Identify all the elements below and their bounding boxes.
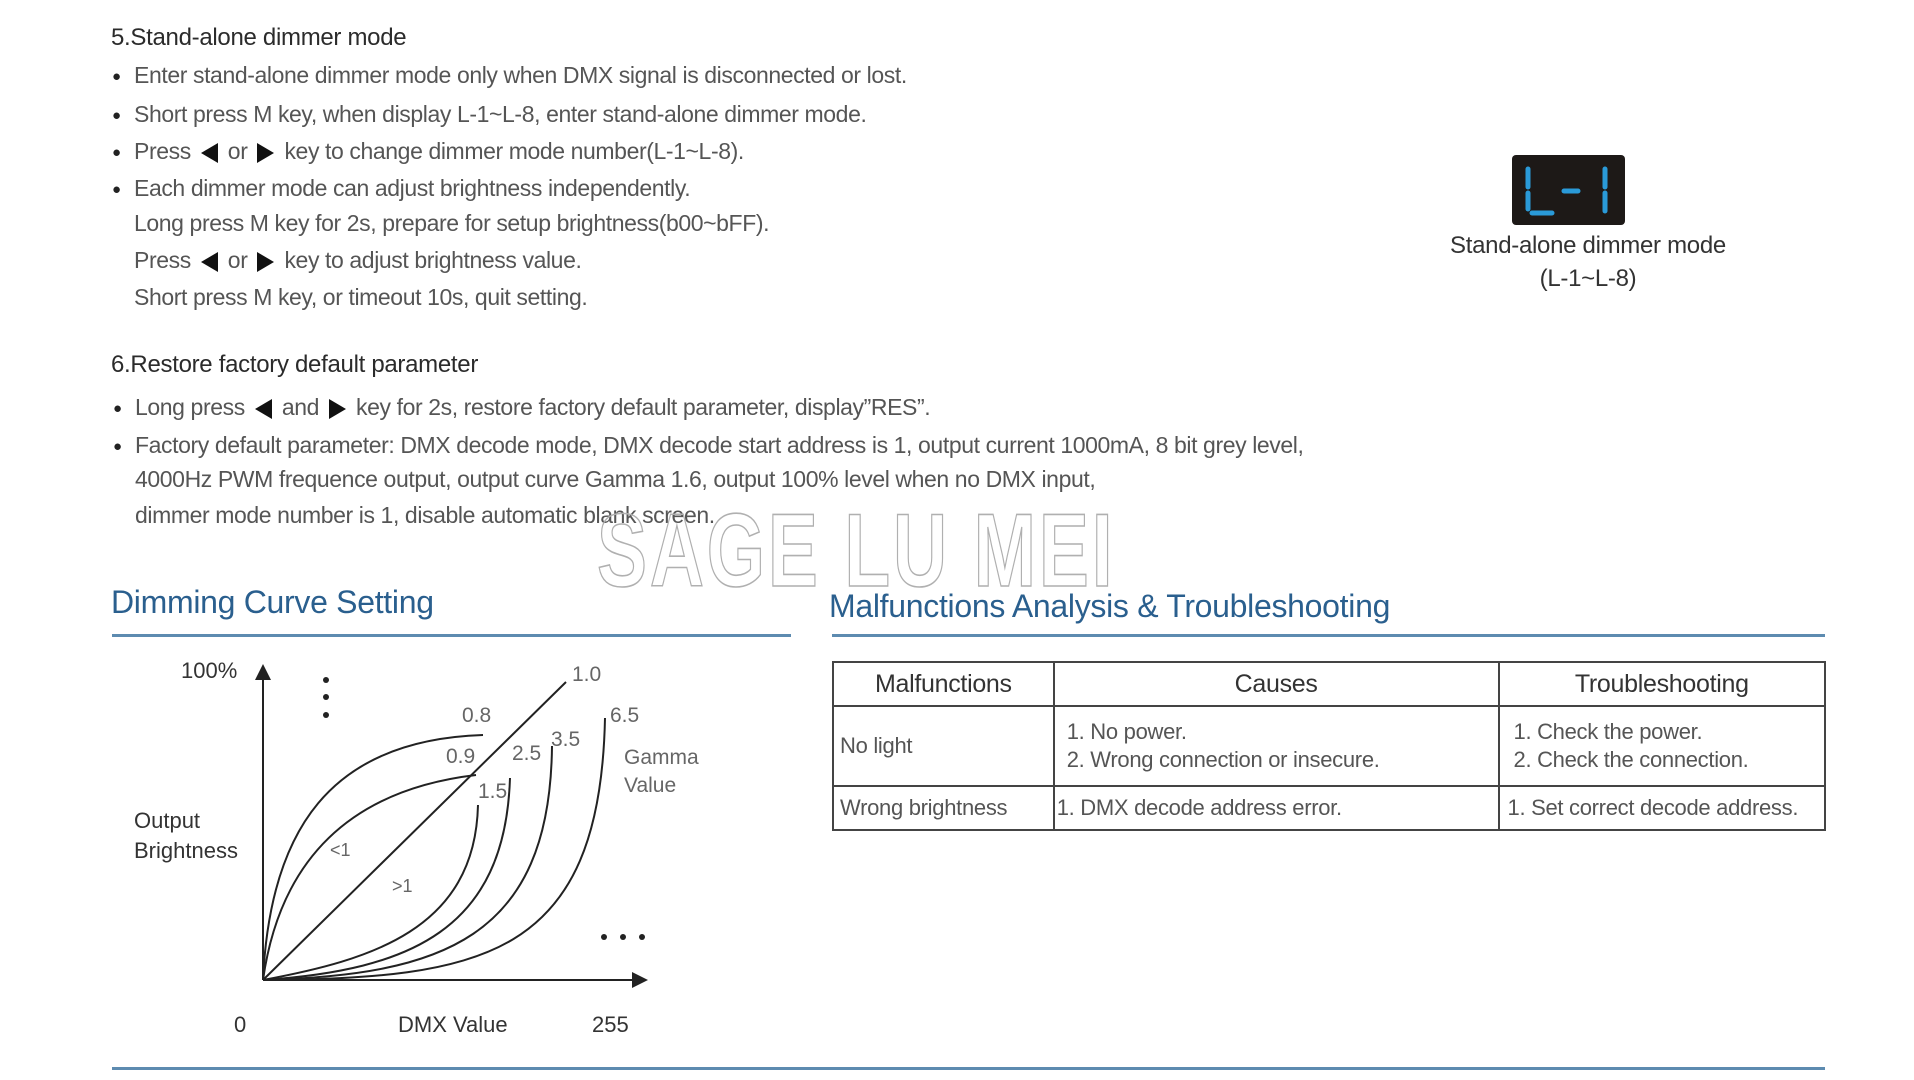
section5-line-1	[134, 62, 907, 89]
line-text: Factory default parameter: DMX decode mode, DMX decode start address is 1, output current 1000mA, 8 bit grey level,	[135, 432, 1304, 458]
display-caption-line1: Stand-alone dimmer mode	[1450, 232, 1726, 259]
y-tick-100: 100%	[181, 658, 238, 683]
y-axis-label-line1: Output	[134, 808, 201, 833]
section5-line-4	[134, 175, 690, 202]
annotation-less-than-1: <1	[330, 840, 351, 860]
display-caption-line2: (L-1~L-8)	[1539, 265, 1637, 292]
gamma-label-0.9: 0.9	[446, 745, 476, 768]
dimming-curve-chart	[120, 660, 720, 1050]
table-header-row	[833, 662, 1825, 706]
line-text: key to adjust brightness value.	[284, 247, 582, 273]
line-text: Enter stand-alone dimmer mode only when DMX signal is disconnected or lost.	[134, 62, 907, 88]
left-arrow-key-icon	[255, 399, 272, 419]
column-header-troubleshooting: Troubleshooting	[1499, 662, 1825, 706]
led-display	[1512, 155, 1625, 225]
line-text: Short press M key, when display L-1~L-8, enter stand-alone dimmer mode.	[134, 101, 867, 127]
malfunctions-divider	[832, 634, 1825, 637]
right-arrow-key-icon	[257, 143, 274, 163]
table-row	[833, 706, 1825, 786]
dimming-divider	[112, 634, 791, 637]
fix-item: 2. Check the connection.	[1513, 747, 1749, 772]
gamma-label-0.8: 0.8	[462, 704, 492, 727]
line-text: Press	[134, 247, 191, 273]
left-arrow-key-icon	[201, 252, 218, 272]
section5-line-2	[134, 101, 866, 128]
line-text: 4000Hz PWM frequence output, output curve Gamma 1.6, output 100% level when no DMX input,	[135, 466, 1096, 492]
line-text: Long press	[135, 394, 245, 420]
x-axis-label: DMX Value	[398, 1012, 508, 1037]
section5-line-6	[134, 247, 581, 274]
annotation-greater-than-1: >1	[392, 876, 413, 896]
line-text: or	[227, 138, 248, 164]
gamma-label-1.0: 1.0	[572, 663, 602, 686]
watermark: SAGE LU MEI	[597, 493, 1116, 609]
left-arrow-key-icon	[201, 143, 218, 163]
y-axis-label	[134, 806, 238, 866]
cell-malfunction: Wrong brightness	[833, 786, 1054, 830]
cause-item: 1. No power.	[1066, 719, 1187, 744]
line-text: Press	[134, 138, 191, 164]
right-arrow-key-icon	[329, 399, 346, 419]
cell-fixes	[1499, 786, 1825, 830]
cause-item: 2. Wrong connection or insecure.	[1066, 747, 1380, 772]
gamma-label-6.5: 6.5	[610, 704, 640, 727]
line-text: Long press M key for 2s, prepare for setup brightness(b00~bFF).	[134, 210, 770, 236]
line-text: or	[227, 247, 248, 273]
gamma-label-2.5: 2.5	[512, 742, 542, 765]
cell-fixes	[1499, 706, 1825, 786]
legend-title-line1: Gamma	[624, 746, 699, 769]
column-header-malfunctions: Malfunctions	[833, 662, 1054, 706]
seven-segment-l-1-icon	[1512, 155, 1625, 225]
malfunctions-heading: Malfunctions Analysis & Troubleshooting	[829, 588, 1391, 624]
column-header-causes: Causes	[1054, 662, 1499, 706]
legend-title-line2: Value	[624, 774, 677, 797]
line-text: dimmer mode number is 1, disable automatic blank screen.	[135, 502, 715, 528]
line-text: and	[281, 394, 319, 420]
section5-line-7	[134, 284, 587, 311]
section6-line-1	[135, 394, 930, 421]
line-text: Short press M key, or timeout 10s, quit setting.	[134, 284, 588, 310]
y-axis-label-line2: Brightness	[134, 838, 238, 863]
cell-causes	[1054, 706, 1499, 786]
x-tick-255: 255	[592, 1012, 629, 1037]
cell-causes	[1054, 786, 1499, 830]
right-arrow-key-icon	[257, 252, 274, 272]
fix-item: 1. Set correct decode address.	[1507, 795, 1799, 820]
line-text: key for 2s, restore factory default parameter, display”RES”.	[356, 394, 931, 420]
cause-item: 1. DMX decode address error.	[1056, 795, 1342, 820]
section5-line-5	[134, 210, 769, 237]
dimming-heading: Dimming Curve Setting	[111, 584, 434, 620]
section6-line-3	[135, 466, 1095, 493]
section5-title: 5.Stand-alone dimmer mode	[111, 24, 407, 51]
section6-line-2	[135, 432, 1304, 459]
gamma-label-1.5: 1.5	[478, 780, 508, 803]
gamma-label-3.5: 3.5	[551, 728, 581, 751]
section6-title: 6.Restore factory default parameter	[111, 351, 479, 378]
fix-item: 1. Check the power.	[1513, 719, 1703, 744]
section5-line-3	[134, 138, 744, 165]
x-tick-0: 0	[234, 1012, 247, 1037]
table-row	[833, 786, 1825, 830]
cell-malfunction: No light	[833, 706, 1054, 786]
legend-title	[624, 744, 714, 800]
footer-divider	[112, 1067, 1825, 1070]
malfunctions-table	[832, 661, 1826, 831]
line-text: Each dimmer mode can adjust brightness independently.	[134, 175, 691, 201]
line-text: key to change dimmer mode number(L-1~L-8).	[284, 138, 744, 164]
